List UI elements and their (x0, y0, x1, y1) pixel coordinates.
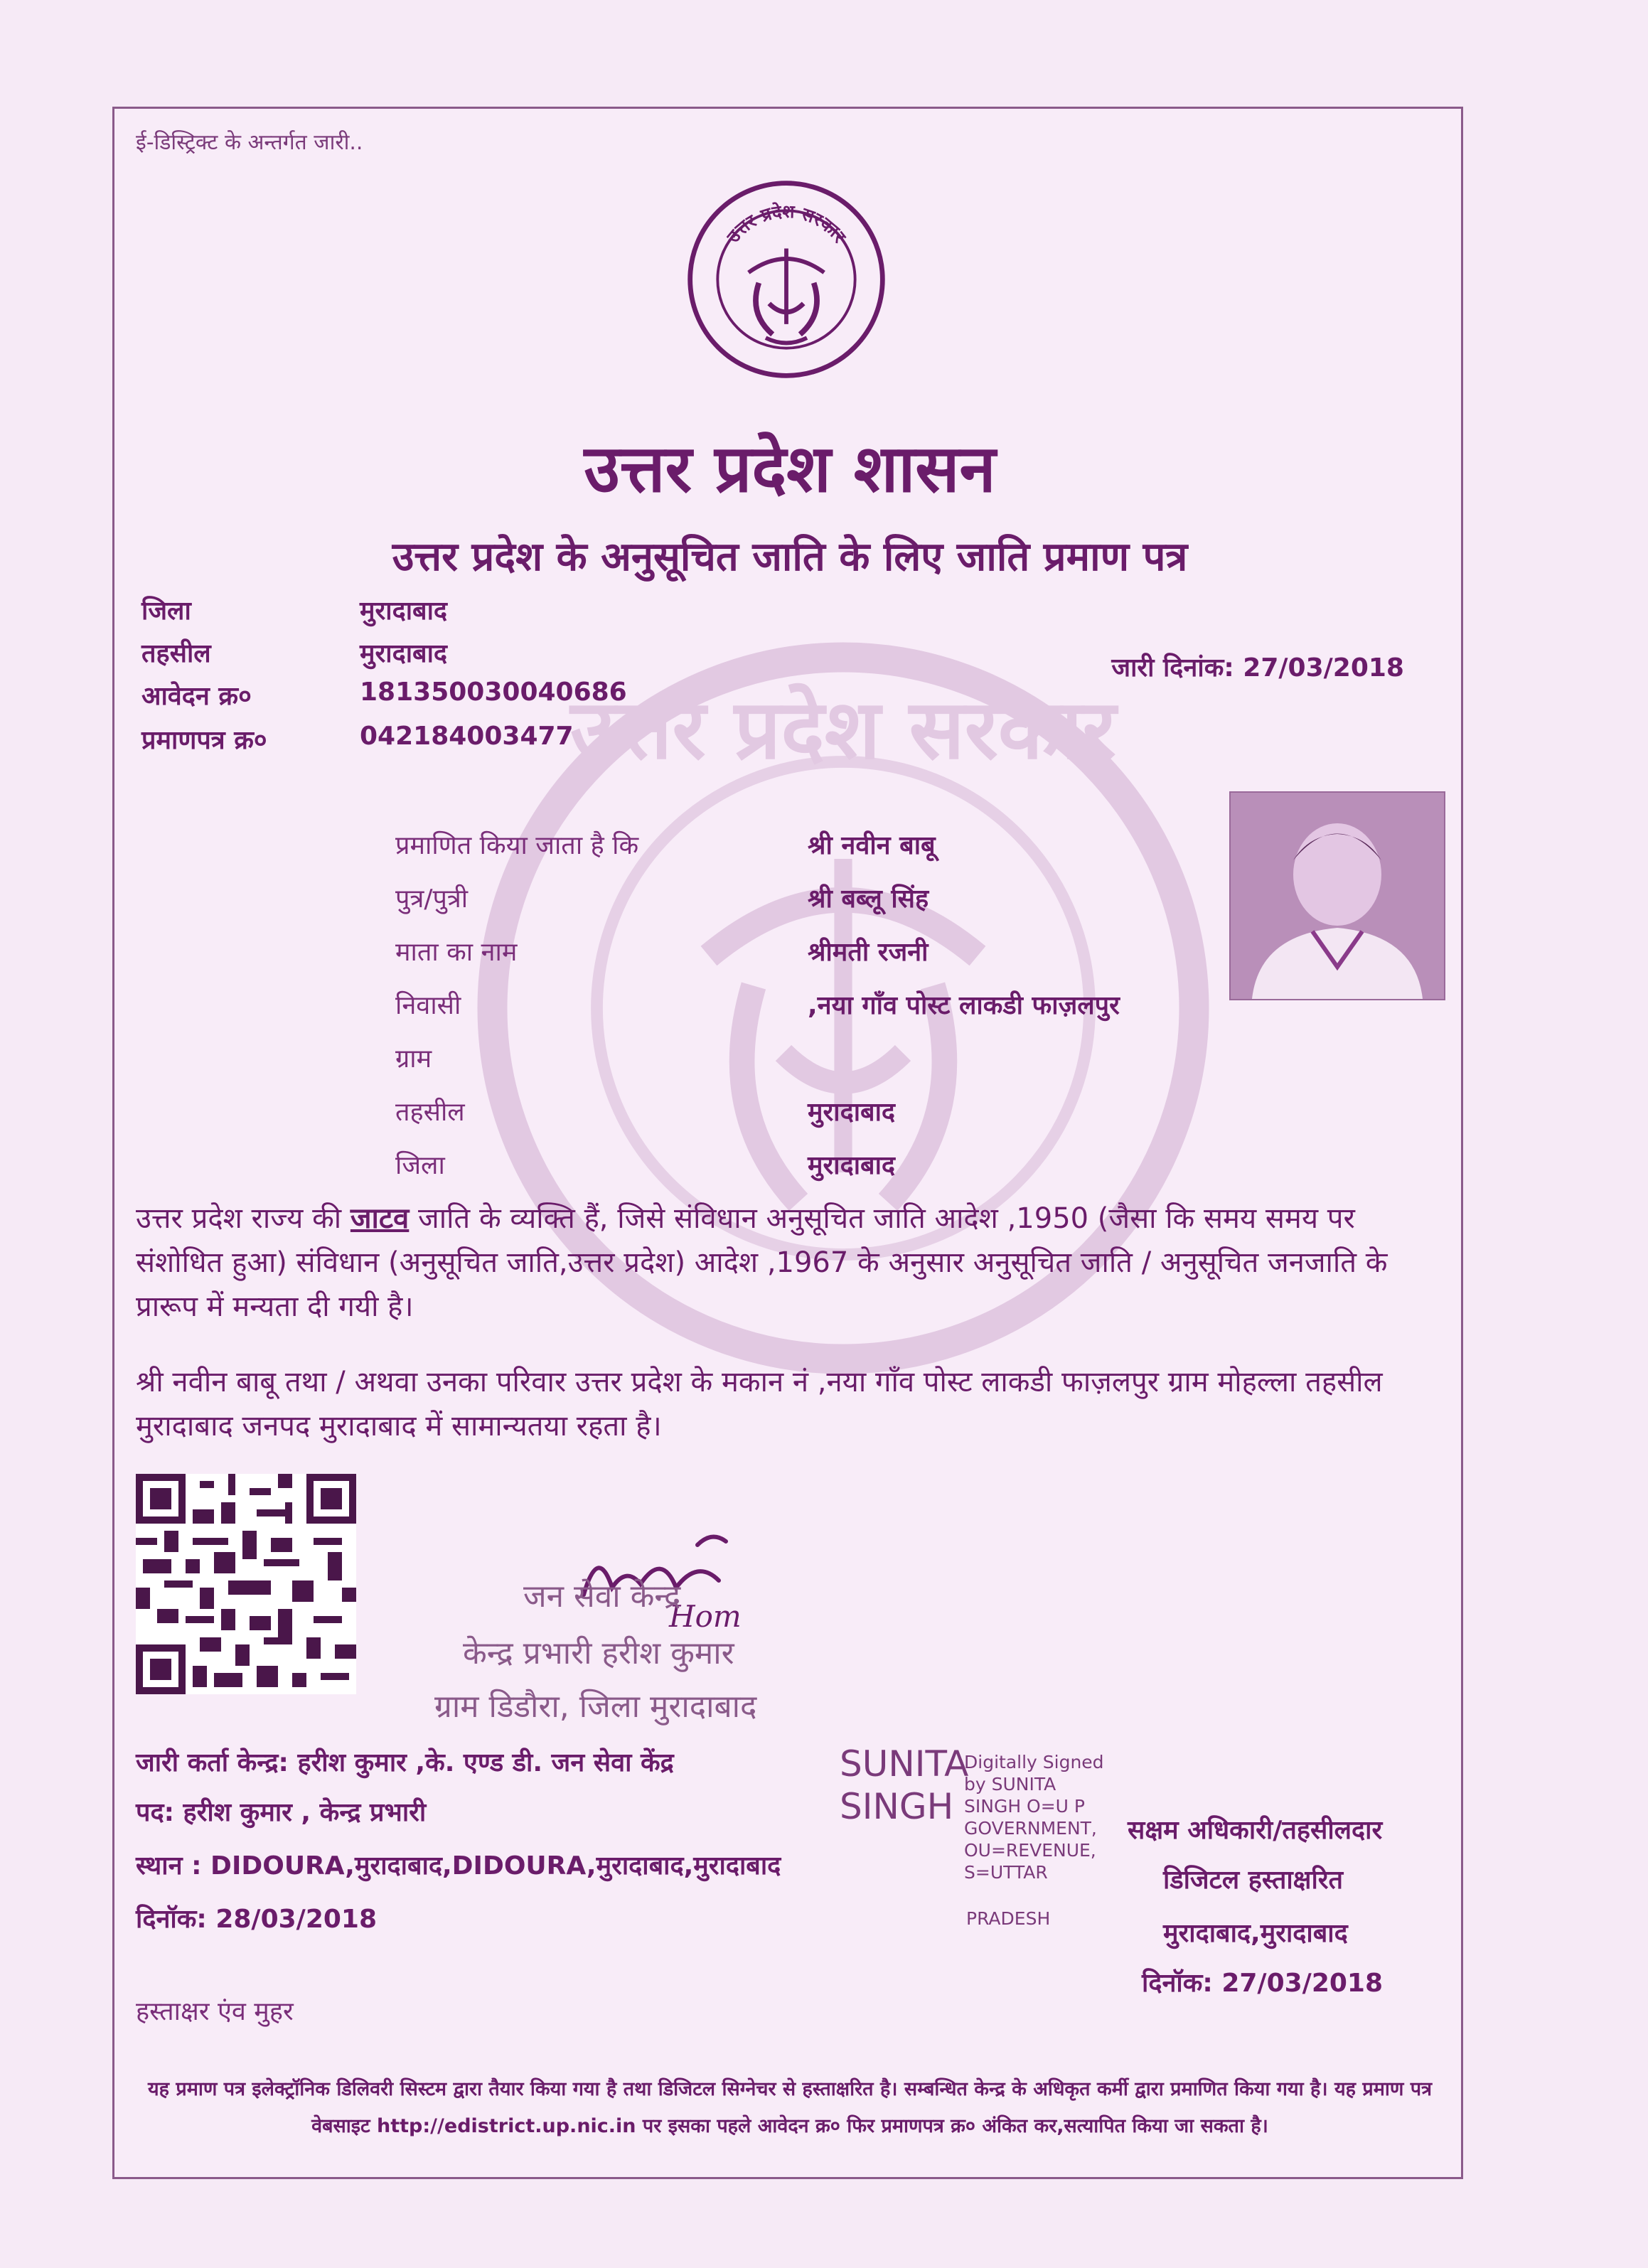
person-tehsil-label: तहसील (395, 1098, 465, 1127)
resident-label: निवासी (395, 991, 461, 1020)
verification-footer: यह प्रमाण पत्र इलेक्ट्रॉनिक डिलिवरी सिस्टम द्वारा तैयार किया गया है तथा डिजिटल सिग्नेचर से हस्ताक्षरित है। सम्बन्धित केन्द्र के अधिकृत कर्मी द्वारा प्रमाणित किया गया है। यह प्रमाण पत्र वेबसाइट http://edistrict.up.nic.in पर इसका पहले आवेदन क्र० फिर प्रमाणपत्र क्र० अंकित कर,सत्यापित किया जा सकता है। (147, 2078, 1433, 2137)
parent-name: श्री बब्लू सिंह (808, 884, 929, 914)
issuer-date: दिनॉक: 28/03/2018 (136, 1905, 378, 1934)
emblem-text: उत्तर प्रदेश सरकार (722, 200, 850, 247)
resident-value: ,नया गाँव पोस्ट लाकडी फाज़लपुर (808, 991, 1120, 1020)
person-tehsil-value: मुरादाबाद (808, 1098, 896, 1127)
certificate-title: उत्तर प्रदेश के अनुसूचित जाति के लिए जाति प्रमाण पत्र (392, 534, 1188, 580)
digital-signature-line: PRADESH (966, 1908, 1051, 1929)
signature-text: Hom (669, 1599, 742, 1634)
certified-name: श्री नवीन बाबू (808, 831, 936, 860)
caste-statement-part1: उत्तर प्रदेश राज्य की (136, 1202, 351, 1235)
up-government-emblem-icon (683, 176, 889, 383)
meta-application-label: आवेदन क्र० (141, 682, 252, 711)
watermark-text: उत्तर प्रदेश सरकार (570, 683, 1116, 779)
meta-application-number: 181350030040686 (360, 678, 627, 707)
mother-name: श्रीमती रजनी (808, 938, 929, 967)
caste-name: जाटव (350, 1202, 410, 1235)
authority-place: मुरादाबाद,मुरादाबाद (1163, 1919, 1348, 1948)
stamp-line-3: ग्राम डिडौरा, जिला मुरादाबाद (434, 1689, 757, 1725)
applicant-photo (1229, 791, 1445, 1000)
residence-statement: श्री नवीन बाबू तथा / अथवा उनका परिवार उत्तर प्रदेश के मकान नं ,नया गाँव पोस्ट लाकडी फाज़लपुर ग्राम मोहल्ला तहसील मुरादाबाद जनपद मुरादाबाद में सामान्यतया रहता है। (136, 1366, 1383, 1443)
meta-certificate-number: 042184003477 (360, 722, 574, 751)
parent-label: पुत्र/पुत्री (395, 884, 469, 914)
issuing-center: जारी कर्ता केन्द्र: हरीश कुमार ,के. एण्ड डी. जन सेवा केंद्र (136, 1748, 674, 1777)
stamp-line-2: केन्द्र प्रभारी हरीश कुमार (463, 1635, 734, 1671)
digital-signer-last-name: SINGH (840, 1786, 954, 1827)
issuer-post: पद: हरीश कुमार , केन्द्र प्रभारी (136, 1798, 427, 1827)
qr-code-icon (136, 1474, 356, 1694)
issued-under-text: ई-डिस्ट्रिक्ट के अन्तर्गत जारी.. (136, 130, 363, 155)
authority-digitally-signed: डिजिटल हस्ताक्षरित (1163, 1866, 1344, 1895)
digital-signature-line: S=UTTAR (964, 1862, 1048, 1883)
signature-seal-label: हस्ताक्षर एंव मुहर (136, 1997, 294, 2026)
caste-statement (136, 1197, 1444, 1329)
village-label: ग्राम (395, 1044, 432, 1074)
stamp-line-1: जन सेवा केन्द्र (523, 1578, 681, 1615)
person-district-label: जिला (395, 1151, 445, 1180)
meta-certificate-label: प्रमाणपत्र क्र० (141, 726, 267, 755)
digital-signature-line: Digitally Signed (964, 1752, 1104, 1772)
issue-date: जारी दिनांक: 27/03/2018 (1111, 653, 1404, 683)
digital-signature-line: SINGH O=U P (964, 1796, 1086, 1817)
digital-signature-line: GOVERNMENT, (964, 1818, 1097, 1839)
authority-date: दिनॉक: 27/03/2018 (1142, 1969, 1384, 1998)
digital-signature-line: OU=REVENUE, (964, 1840, 1096, 1861)
svg-text:उत्तर प्रदेश सरकार (722, 201, 851, 247)
caste-statement-part2: जाति के व्यक्ति हैं, जिसे संविधान अनुसूचित जाति आदेश ,1950 (जैसा कि समय समय पर संशोधित हुआ) संविधान (अनुसूचित जाति,उत्तर प्रदेश) आदेश ,1967 के अनुसार अनुसूचित जाति / अनुसूचित जनजाति के प्रारूप में मन्यता दी गयी है। (136, 1202, 1388, 1323)
meta-tehsil-value: मुरादाबाद (360, 639, 448, 668)
certificate (112, 107, 1463, 2179)
person-district-value: मुरादाबाद (808, 1151, 896, 1180)
digital-signer-first-name: SUNITA (840, 1743, 969, 1785)
digital-signature-line: by SUNITA (964, 1774, 1056, 1794)
person-photo-icon (1231, 793, 1444, 999)
issuer-place: स्थान : DIDOURA,मुरादाबाद,DIDOURA,मुरादाबाद,मुरादाबाद (136, 1851, 781, 1881)
certified-label: प्रमाणित किया जाता है कि (395, 831, 639, 860)
meta-district-value: मुरादाबाद (360, 597, 448, 626)
government-title: उत्तर प्रदेश शासन (584, 431, 996, 507)
meta-tehsil-label: तहसील (141, 639, 211, 668)
authority-title: सक्षम अधिकारी/तहसीलदार (1128, 1816, 1383, 1845)
meta-district-label: जिला (141, 597, 191, 626)
mother-label: माता का नाम (395, 938, 518, 967)
